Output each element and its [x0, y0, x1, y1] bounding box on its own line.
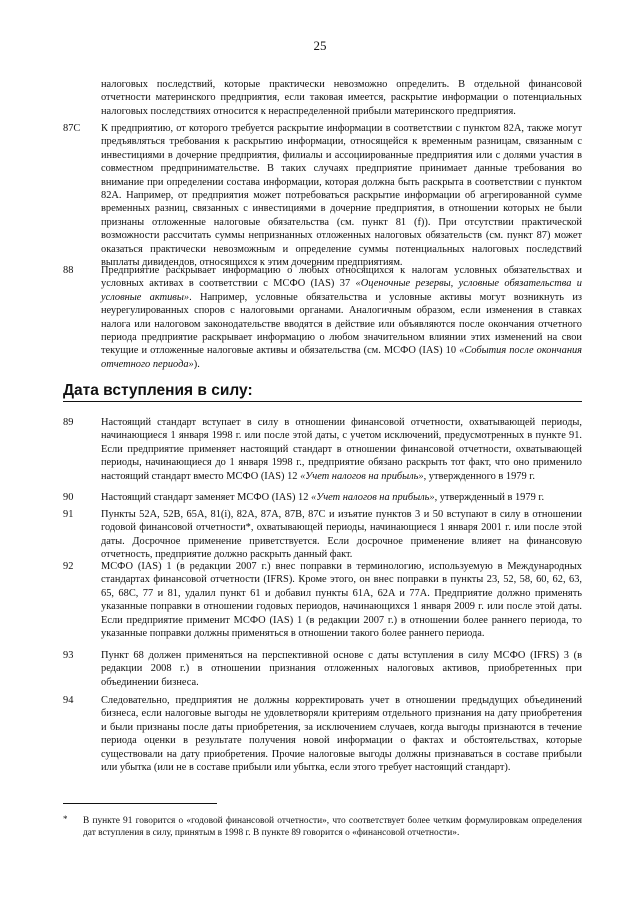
- paragraph-text: [101, 508, 582, 562]
- paragraph-93: [63, 649, 583, 689]
- italic-citation: «Учет налогов на прибыль»: [311, 492, 435, 503]
- text-segment: налоговых последствий, которые практически невозможно определить. В отдельной финансовой отчетности материнского предприятия, если таковая имеется, раскрытие информации о потенциальных налоговых последствиях относится к нераспределенной прибыли материнского предприятия.: [101, 79, 582, 117]
- text-segment: ).: [193, 358, 200, 370]
- paragraph-text: [101, 78, 582, 118]
- footnote-text: В пункте 91 говорится о «годовой финансовой отчетности», что соответствует более четким формулировкам определения дат вступления в силу, принятым в 1998 г. В пункте 89 говорится о «финансовой отчетности».: [83, 816, 582, 839]
- paragraph-number: 90: [63, 492, 74, 503]
- paragraph-91: [63, 508, 583, 562]
- paragraph-number: 91: [63, 509, 74, 520]
- paragraph-87c: [63, 122, 583, 269]
- text-segment: Пункты 52A, 52B, 65A, 81(i), 82A, 87A, 87B, 87C и изъятие пунктов 3 и 50 вступают в силу в отношении годовой финансовой отчетности*, охватывающей периоды, начинающиеся 1 января 2001 г. или после этой даты. Досрочное применение приветствуется. Если досрочное применение влияет на финансовую отчетность, предприятие должно раскрыть данный факт.: [101, 509, 582, 561]
- italic-citation: «Учет налогов на прибыль»: [300, 470, 424, 482]
- paragraph-text: [101, 491, 582, 504]
- text-segment: Следовательно, предприятия не должны корректировать учет в отношении предыдущих объединений бизнеса, если налоговые выгоды не удовлетворяли критериям отдельного признания на дату приобретения и были признаны после даты приобретения, за исключением случаев, когда выгоды признаются в течение периода оценки в результате получения новой информации о фактах и обстоятельствах, которые существовали на дату приобретения. Прочие налоговые выгоды должны признаваться в составе прибыли или убытка (или не в составе прибыли или убытка, если этого требует настоящий стандарт).: [101, 695, 582, 774]
- page-number: 25: [313, 38, 327, 53]
- text-segment: Пункт 68 должен применяться на перспективной основе с даты вступления в силу МСФО (IFRS) 3 (в редакции 2008 г.) в отношении признания отложенных налоговых активов, приобретенных при объединении бизнеса.: [101, 650, 582, 688]
- italic-citation: «События после окончания отчетного периода»: [101, 345, 582, 370]
- paragraph-number: 88: [63, 265, 74, 276]
- paragraph-text: [101, 264, 582, 371]
- paragraph-continuation: [63, 78, 583, 118]
- paragraph-94: [63, 694, 583, 774]
- text-segment: Настоящий стандарт заменяет МСФО (IAS) 12: [101, 492, 312, 503]
- paragraph-number: 87C: [63, 123, 81, 134]
- paragraph-92: [63, 560, 583, 640]
- paragraph-number: 92: [63, 561, 74, 572]
- text-segment: МСФО (IAS) 1 (в редакции 2007 г.) внес поправки в терминологию, используемую в Международных стандартах финансовой отчетности (IFRS). Кроме этого, он внес поправки в пункты 23, 52, 58, 60, 62, 63, 65, 68C, 77 и 81, удалил пункт 61 и добавил пункты 61A, 62A и 77A. Предприятие должно применять указанные поправки в отношении годовых периодов, начинающихся 1 января 2009 г. или после этой даты. Если предприятие применит МСФО (IAS) 1 (в редакции 2007 г.) в отношении более раннего периода, то указанные поправки должны применяться в отношении такого более раннего периода.: [101, 561, 582, 640]
- paragraph-text: [101, 649, 582, 689]
- paragraph-text: [101, 416, 582, 483]
- footnote-mark: *: [63, 814, 68, 824]
- text-segment: Предприятие раскрывает информацию о любых относящихся к налогам условных обязательствах и условных активах в соответствии с МСФО (IAS) 37: [101, 265, 582, 290]
- paragraph-number: 89: [63, 417, 74, 428]
- text-segment: , утвержденный в 1979 г.: [434, 492, 545, 503]
- paragraph-text: [101, 694, 582, 774]
- paragraph-90: [63, 491, 583, 504]
- footnote: [63, 815, 583, 840]
- paragraph-88: [63, 264, 583, 371]
- text-segment: , утвержденного в 1979 г.: [423, 470, 535, 482]
- footnote-divider: [63, 803, 217, 804]
- paragraph-number: 93: [63, 650, 74, 661]
- text-segment: Настоящий стандарт вступает в силу в отношении финансовой отчетности, охватывающей периоды, начинающиеся 1 января 1998 г. или после этой даты, с учетом исключений, предусмотренных в пункте 91. Если предприятие применяет настоящий стандарт в отношении финансовой отчетности, охватывающей периоды, начинающиеся до 1 января 1998 г., предприятие обязано раскрыть тот факт, что оно применило настоящий стандарт вместо МСФО (IAS) 12: [101, 417, 582, 482]
- paragraph-text: [101, 560, 582, 640]
- paragraph-89: [63, 416, 583, 483]
- text-segment: К предприятию, от которого требуется раскрытие информации в соответствии с пунктом 82A, также могут предъявляться требования к раскрытию информации, относящейся к временным разницам, связанным с инвестициями в дочерние предприятия, филиалы и ассоциированные предприятия или с долями участия в совместном предпринимательстве. В таких случаях предприятие принимает данные требования во внимание при определении состава информации, которая должна быть раскрыта в соответствии с пунктом 82A. Например, от предприятия может потребоваться раскрытие информации об агрегированной сумме временных разниц, связанных с инвестициями в дочерние предприятия, в отношении которых не были признаны отложенные налоговые обязательства (см. пункт 81 (f)). При отсутствии практической возможности рассчитать суммы непризнанных отложенных налоговых обязательств (см. пункт 87) может оказаться практически невозможным и определение суммы потенциальных налоговых последствий выплаты дивидендов, относящихся к этим дочерним предприятиям.: [101, 123, 582, 269]
- italic-citation: «Оценочные резервы, условные обязательства и условные активы»: [101, 278, 582, 303]
- paragraph-text: [101, 122, 582, 269]
- section-heading: Дата вступления в силу:: [63, 382, 582, 402]
- text-segment: . Например, условные обязательства и условные активы могут возникнуть из неурегулированных споров с налоговыми органами. Аналогичным образом, если изменения в ставках налога или налоговом законодательстве вводятся в действие или объявляются после окончания отчетного периода предприятие раскрывает информацию о любом значительном влиянии этих изменений на свои текущие и отложенные налоговые активы и обязательства (см. МСФО (IAS) 10: [101, 291, 583, 357]
- paragraph-number: 94: [63, 695, 74, 706]
